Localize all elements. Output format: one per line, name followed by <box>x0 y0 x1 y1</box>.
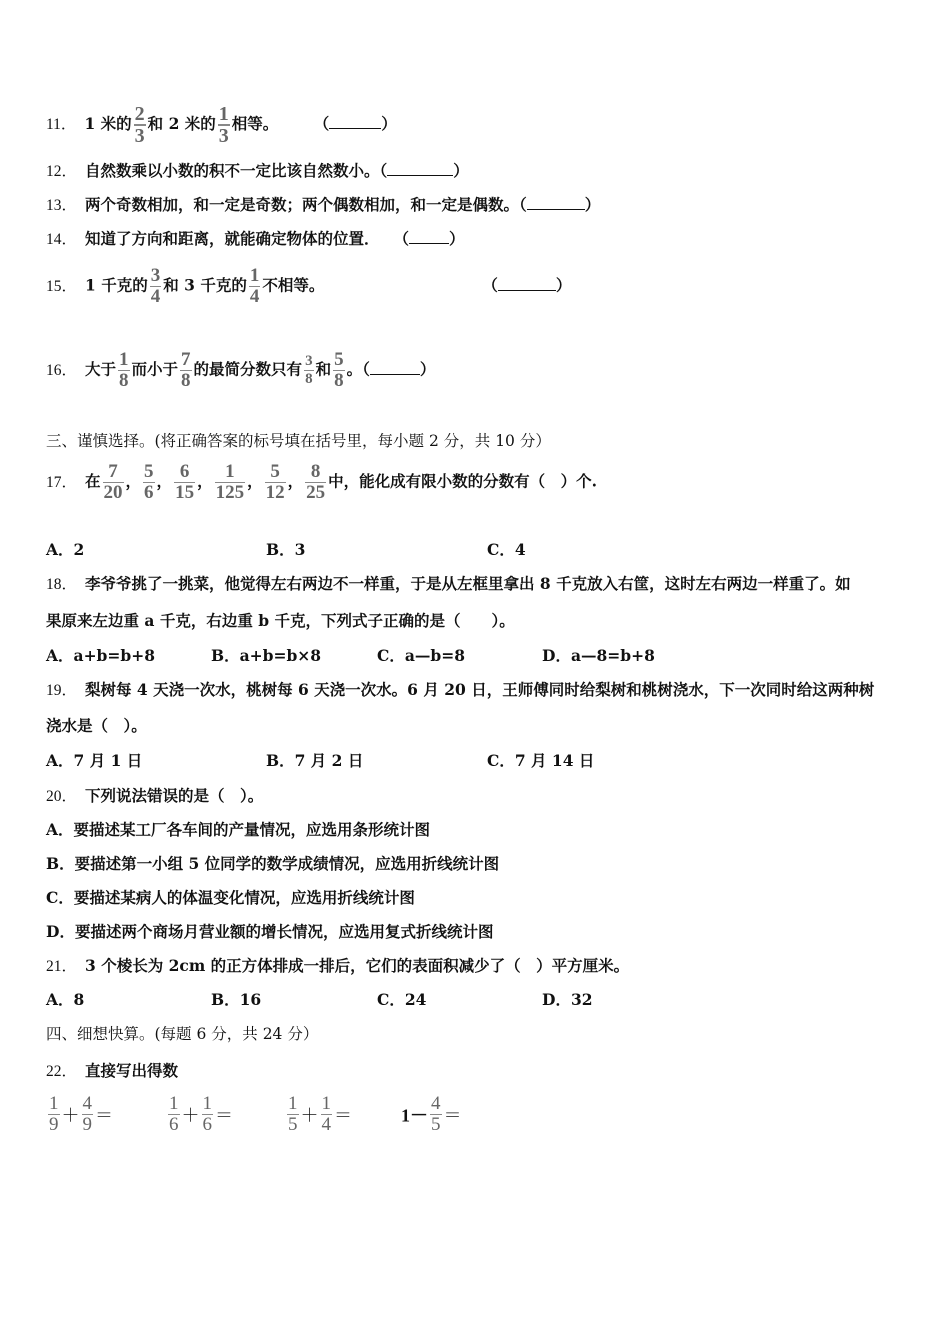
calc-expression-4: 1－ $\frac{4}{5}$ ＝ <box>401 1093 462 1135</box>
fraction: $\frac{2}{3}$ <box>134 103 145 147</box>
option-b[interactable]: B．要描述第一小组 5 位同学的数学成绩情况，应选用折线统计图 <box>46 854 500 873</box>
fraction: $\frac{1}{5}$ <box>288 1093 298 1135</box>
question-number: 11． <box>46 116 77 133</box>
option-b[interactable]: B．a+b=b×8 <box>211 646 322 665</box>
question-18-line2: 果原来左边重 a 千克，右边重 b 千克，下列式子正确的是（ ）。 <box>46 611 515 630</box>
option-b[interactable]: B．3 <box>266 540 306 559</box>
option-d[interactable]: D．要描述两个商场月营业额的增长情况，应选用复式折线统计图 <box>46 922 494 941</box>
fraction: $\frac{3}{8}$ <box>305 353 313 387</box>
fraction: $\frac{6}{15}$ <box>175 461 195 503</box>
option-b[interactable]: B．16 <box>211 990 262 1009</box>
fraction: $\frac{1}{125}$ <box>215 461 245 503</box>
fraction: $\frac{5}{8}$ <box>334 349 344 391</box>
answer-blank[interactable] <box>370 360 420 375</box>
option-c[interactable]: C．要描述某病人的体温变化情况，应选用折线统计图 <box>46 888 415 907</box>
calc-expression-3: $\frac{1}{5}$ ＋ $\frac{1}{4}$ ＝ <box>288 1093 352 1135</box>
fraction: $\frac{7}{20}$ <box>103 461 123 503</box>
section-heading-4: 四、细想快算。(每题 6 分，共 24 分） <box>46 1025 319 1043</box>
fraction: $\frac{1}{4}$ <box>249 265 260 307</box>
option-c[interactable]: C．24 <box>377 990 427 1009</box>
option-a[interactable]: A．2 <box>46 540 85 559</box>
question-17: 17． 在 $\frac{7}{20}$ ， $\frac{5}{6}$ ， $\frac{6}{15}$ ， $\frac{1}{125}$ ， $\frac{5}{12}$ ， $\frac{8}{25}$ 中，能化成有限小数的分数有（ ）个. <box>46 461 598 503</box>
question-18: 18． 李爷爷挑了一挑菜，他觉得左右两边不一样重，于是从左框里拿出 8 千克放入右筐，这时左右两边一样重了。如 <box>46 574 851 593</box>
fraction: $\frac{1}{9}$ <box>49 1093 59 1135</box>
option-c[interactable]: C．7 月 14 日 <box>487 751 595 770</box>
question-13: 13． 两个奇数相加，和一定是奇数；两个偶数相加，和一定是偶数。（ ） <box>46 195 601 214</box>
calc-expression-1: $\frac{1}{9}$ ＋ $\frac{4}{9}$ ＝ <box>49 1093 113 1135</box>
fraction: $\frac{8}{25}$ <box>306 461 326 503</box>
option-d[interactable]: D．a—8=b+8 <box>542 646 655 665</box>
answer-blank[interactable] <box>387 161 453 176</box>
answer-blank[interactable] <box>527 195 585 210</box>
fraction: $\frac{5}{6}$ <box>144 461 154 503</box>
fraction: $\frac{5}{12}$ <box>265 461 285 503</box>
fraction: $\frac{1}{4}$ <box>321 1093 331 1135</box>
fraction: $\frac{1}{8}$ <box>119 349 129 391</box>
question-11: 11． 1 米的 $\frac{2}{3}$ 和 2 米的 $\frac{1}{3}$ 相等。 （ ） <box>46 103 397 147</box>
question-19: 19． 梨树每 4 天浇一次水，桃树每 6 天浇一次水。6 月 20 日，王师傅同时给梨树和桃树浇水，下一次同时给这两种树 <box>46 680 875 699</box>
question-16: 16． 大于 $\frac{1}{8}$ 而小于 $\frac{7}{8}$ 的最简分数只有 $\frac{3}{8}$ 和 $\frac{5}{8}$ 。（ ） <box>46 349 436 391</box>
fraction: $\frac{4}{5}$ <box>431 1093 441 1135</box>
fraction: $\frac{1}{6}$ <box>169 1093 179 1135</box>
fraction: $\frac{4}{9}$ <box>82 1093 92 1135</box>
fraction: $\frac{3}{4}$ <box>150 265 161 307</box>
fraction: $\frac{7}{8}$ <box>181 349 191 391</box>
option-b[interactable]: B．7 月 2 日 <box>266 751 364 770</box>
option-a[interactable]: A．8 <box>46 990 85 1009</box>
option-c[interactable]: C．a—b=8 <box>377 646 465 665</box>
option-a[interactable]: A．要描述某工厂各车间的产量情况，应选用条形统计图 <box>46 820 431 839</box>
option-a[interactable]: A．7 月 1 日 <box>46 751 143 770</box>
fraction: $\frac{1}{3}$ <box>218 103 229 147</box>
answer-blank[interactable] <box>409 229 449 244</box>
section-heading-3: 三、谨慎选择。(将正确答案的标号填在括号里，每小题 2 分，共 10 分） <box>46 432 551 450</box>
fraction: $\frac{1}{6}$ <box>202 1093 212 1135</box>
answer-blank[interactable] <box>498 276 556 291</box>
question-12: 12． 自然数乘以小数的积不一定比该自然数小。（ ） <box>46 161 469 180</box>
question-14: 14． 知道了方向和距离，就能确定物体的位置． （ ） <box>46 229 465 248</box>
question-15: 15． 1 千克的 $\frac{3}{4}$ 和 3 千克的 $\frac{1}{4}$ 不相等。 （ ） <box>46 265 572 307</box>
option-a[interactable]: A．a+b=b+8 <box>46 646 155 665</box>
question-20: 20． 下列说法错误的是（ ）。 <box>46 786 264 805</box>
answer-blank[interactable] <box>329 114 381 129</box>
option-c[interactable]: C．4 <box>487 540 526 559</box>
question-21: 21． 3 个棱长为 2cm 的正方体排成一排后，它们的表面积减少了（ ）平方厘米。 <box>46 956 630 975</box>
option-d[interactable]: D．32 <box>542 990 593 1009</box>
question-19-line2: 浇水是（ ）。 <box>46 716 147 735</box>
question-22: 22． 直接写出得数 <box>46 1061 179 1080</box>
calc-expression-2: $\frac{1}{6}$ ＋ $\frac{1}{6}$ ＝ <box>169 1093 233 1135</box>
